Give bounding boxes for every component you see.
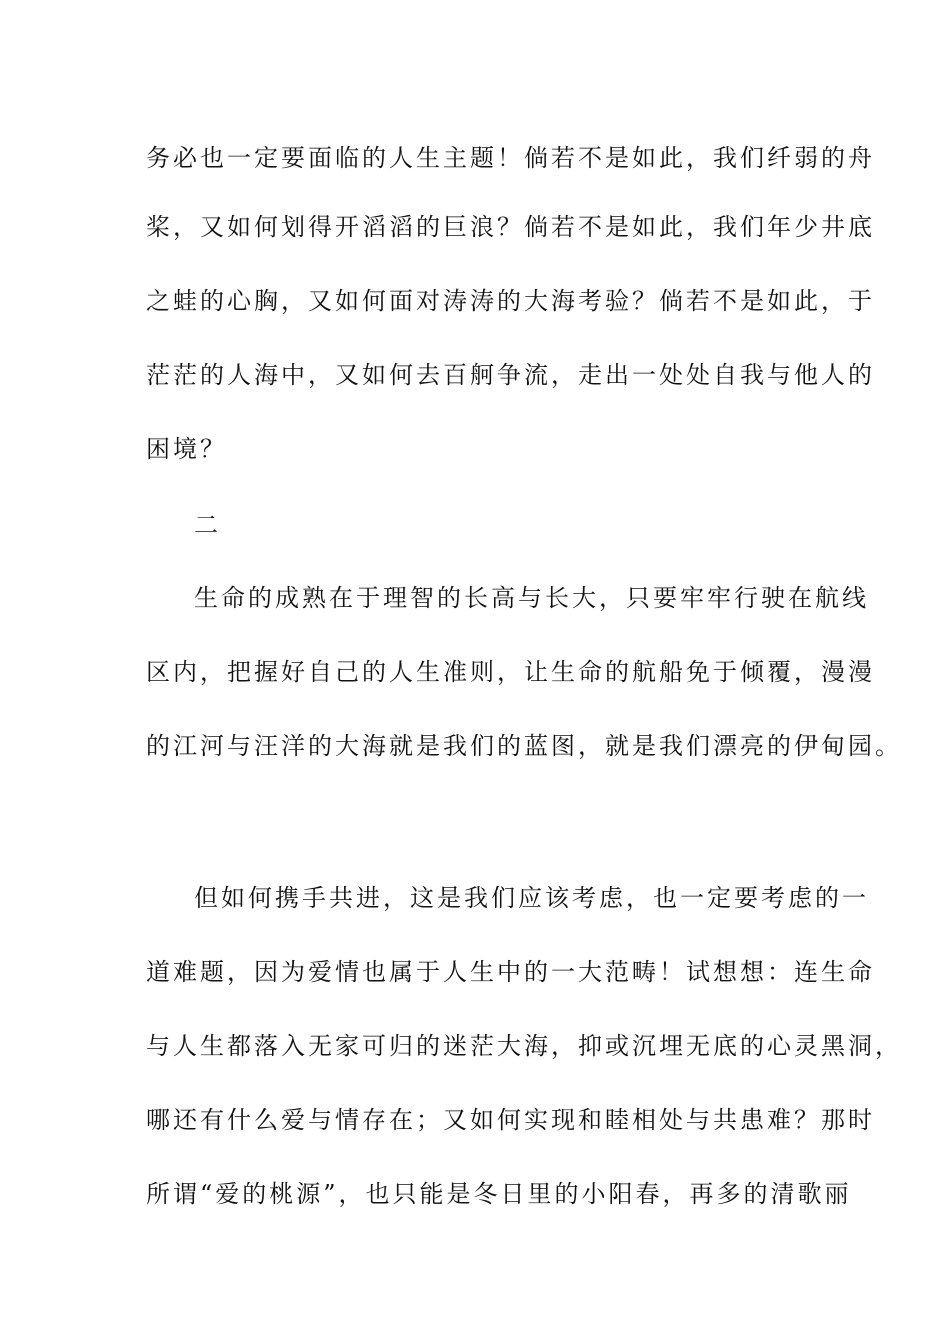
text-line: 茫茫的人海中，又如何去百舸争流，走出一处处自我与他人的 bbox=[146, 361, 875, 389]
text-line: 但如何携手共进，这是我们应该考虑，也一定要考虑的一 bbox=[194, 884, 869, 912]
text-line: 的江河与汪洋的大海就是我们的蓝图，就是我们漂亮的伊甸园。 bbox=[146, 732, 902, 760]
text-line: 区内，把握好自己的人生准则，让生命的航船免于倾覆，漫漫 bbox=[146, 658, 875, 686]
section-heading: 二 bbox=[194, 511, 221, 539]
text-line: 务必也一定要面临的人生主题！倘若不是如此，我们纤弱的舟 bbox=[146, 144, 875, 172]
text-line: 桨，又如何划得开滔滔的巨浪？倘若不是如此，我们年少井底 bbox=[146, 213, 875, 241]
text-line: 道难题，因为爱情也属于人生中的一大范畴！试想想：连生命 bbox=[146, 958, 875, 986]
text-line: 困境？ bbox=[146, 435, 227, 463]
text-line: 之蛙的心胸，又如何面对涛涛的大海考验？倘若不是如此，于 bbox=[146, 287, 875, 315]
text-line: 与人生都落入无家可归的迷茫大海，抑或沉埋无底的心灵黑洞， bbox=[146, 1032, 902, 1060]
text-line: 生命的成熟在于理智的长高与长大，只要牢牢行驶在航线 bbox=[194, 584, 869, 612]
text-line: 所谓“爱的桃源”，也只能是冬日里的小阳春，再多的清歌丽 bbox=[146, 1180, 852, 1208]
text-line: 哪还有什么爱与情存在；又如何实现和睦相处与共患难？那时 bbox=[146, 1106, 875, 1134]
